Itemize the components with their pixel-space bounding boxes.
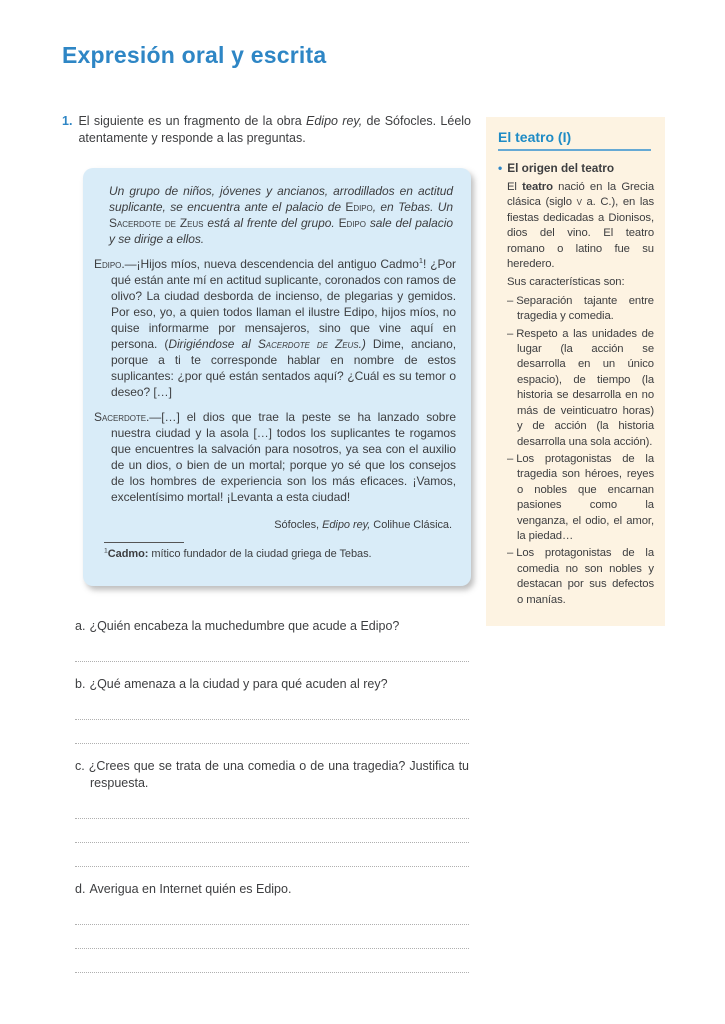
question-d-text <box>75 881 469 898</box>
question-b-body: ¿Qué amenaza a la ciudad y para qué acuden al rey? <box>89 677 388 691</box>
questions-section <box>75 618 469 987</box>
sacerdote-speech: Sacerdote.—[…] el dios que trae la peste se ha lanzado sobre nuestra ciudad y la asola […] todos los suplicantes te rogamos que encuentres la salvación para nosotros, ya sea con el auxilio de un dios, o bien de un mortal; porque yo sé que los consejos de los hombres de experiencia son los más eficaces. ¡Vamos, excelentísimo mortal! ¡Levanta a esta ciudad! <box>94 410 456 504</box>
dash-marker: – <box>507 547 514 560</box>
question-a-label: a. <box>75 619 86 633</box>
edipo-speech: Edipo.—¡Hijos míos, nueva descendencia del antiguo Cadmo$^1$! ¿Por qué están ante mí en actitud suplicante, coronados con ramos de olivo? La ciudad desborda de incienso, de plegarias y gemidos. Por eso, yo, a quien todos llaman el ilustre Edipo, hijos míos, no quise informarme por mensajeros, sino que vine aquí en persona. (Dirigiéndose al Sacerdote de Zeus.) Dime, anciano, porque a ti te corresponde hablar en nombre de estos suplicantes: ¿por qué están sentados aquí? ¿Cuál es su temor o deseo? […] <box>94 256 457 399</box>
answer-line[interactable] <box>75 696 469 720</box>
characteristic-item <box>507 452 654 544</box>
sidebar-origin-paragraph: El teatro nació en la Grecia clásica (siglo v a. C.), en las fiestas dedicadas a Dionisos, dios del vino. El teatro romano o latino fue su heredero. <box>507 181 654 271</box>
characteristic-text: Separación tajante entre tragedia y comedia. <box>516 294 654 323</box>
bullet-icon: • <box>498 161 503 175</box>
footnote-cadmo: $^1$Cadmo: mítico fundador de la ciudad griega de Tebas. <box>104 547 372 560</box>
exercise-prompt: El siguiente es un fragmento de la obra Edipo rey, de Sófocles. Léelo atentamente y responde a las preguntas. <box>78 114 471 145</box>
answer-line[interactable] <box>75 949 469 973</box>
page-title: Expresión oral y escrita <box>62 42 327 68</box>
answer-line[interactable] <box>75 720 469 744</box>
characteristic-item <box>507 327 654 450</box>
reading-passage-box <box>83 168 471 586</box>
question-d-label: d. <box>75 882 86 896</box>
exercise-1 <box>62 113 471 147</box>
answer-line[interactable] <box>75 901 469 925</box>
characteristic-text: Respeto a las unidades de lugar (la acción se desarrolla en un único espacio), de tiempo (la historia se desarrolla en no más de veinticuatro horas) y de acción (la historia desarrolla una sola acción). <box>516 327 654 448</box>
source-attribution: Sófocles, Edipo rey, Colihue Clásica. <box>274 519 452 531</box>
stage-direction: Un grupo de niños, jóvenes y ancianos, arrodillados en actitud suplicante, se encuentra ante el palacio de Edipo, en Tebas. Un Sacerdote de Zeus está al frente del grupo. Edipo sale del palacio y se dirige a ellos. <box>109 184 453 246</box>
question-c-text <box>75 758 469 792</box>
characteristic-text: Los protagonistas de la tragedia son héroes, reyes o nobles que encarnan pasiones como la venganza, el odio, el amor, la piedad… <box>516 452 654 542</box>
question-a-text <box>75 618 469 635</box>
sidebar-title: El teatro (I) <box>498 129 651 151</box>
characteristic-text: Los protagonistas de la comedia no son nobles y destacan por sus defectos o manías. <box>516 547 654 606</box>
question-a-body: ¿Quién encabeza la muchedumbre que acude a Edipo? <box>89 619 400 633</box>
theory-sidebar <box>486 117 665 626</box>
dash-marker: – <box>507 294 514 307</box>
sidebar-subtitle: El origen del teatro <box>507 161 615 175</box>
answer-line[interactable] <box>75 925 469 949</box>
question-c <box>75 758 469 867</box>
characteristic-item <box>507 294 654 325</box>
dash-marker: – <box>507 327 514 340</box>
question-a <box>75 618 469 662</box>
sidebar-characteristics-intro: Sus características son: <box>507 276 625 289</box>
answer-line[interactable] <box>75 819 469 843</box>
question-c-label: c. <box>75 759 85 773</box>
question-b <box>75 676 469 744</box>
question-d-body: Averigua en Internet quién es Edipo. <box>89 882 292 896</box>
question-b-label: b. <box>75 677 86 691</box>
question-b-text <box>75 676 469 693</box>
sidebar-subheading-row <box>498 161 654 175</box>
characteristic-item <box>507 546 654 608</box>
question-c-body: ¿Crees que se trata de una comedia o de una tragedia? Justifica tu respuesta. <box>88 759 469 790</box>
dash-marker: – <box>507 452 514 465</box>
answer-line[interactable] <box>75 843 469 867</box>
answer-line[interactable] <box>75 795 469 819</box>
footnote-rule <box>104 542 184 543</box>
exercise-number: 1. <box>62 114 73 128</box>
answer-line[interactable] <box>75 638 469 662</box>
question-d <box>75 881 469 973</box>
